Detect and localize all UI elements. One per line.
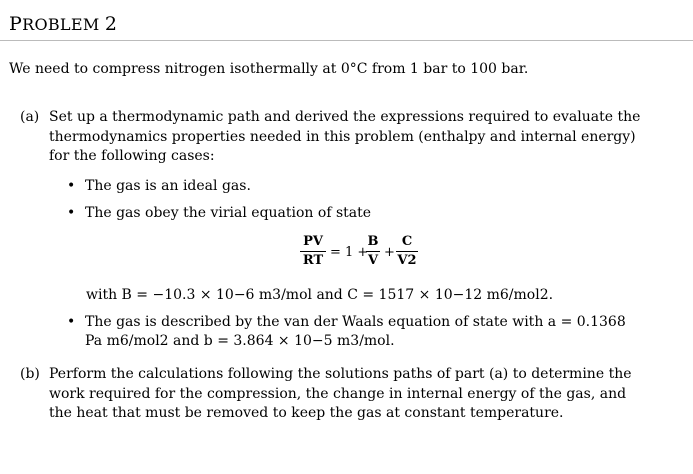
fraction-pv-rt: PV RT xyxy=(300,234,326,269)
title-divider xyxy=(0,40,693,41)
bullet-van-der-waals: • The gas is described by the van der Waals equation of state with a = 0.1368 Pa m6/mol2 and b = 3.864 × 10−5 m3/mol. xyxy=(67,314,626,349)
equals-one: = 1 + xyxy=(330,245,369,260)
virial-coefficients: with B = −10.3 × 10−6 m3/mol and C = 1517 × 10−12 m6/mol2. xyxy=(86,287,554,303)
part-a xyxy=(20,108,650,167)
part-b xyxy=(20,365,650,424)
part-a-label: (a) xyxy=(20,109,40,125)
fraction-b-v: B V xyxy=(367,234,379,268)
bullet-ideal-gas: • The gas is an ideal gas. xyxy=(67,178,251,194)
bullet-icon: • xyxy=(67,205,76,221)
bullet-virial: • The gas obey the virial equation of state xyxy=(67,205,372,221)
bullet-icon: • xyxy=(67,178,76,194)
part-a-text: Set up a thermodynamic path and derived the expressions required to evaluate the thermodynamics properties needed in this problem (enthalpy and internal energy) for the following cases: xyxy=(49,109,641,164)
plus-sign: + xyxy=(384,245,395,260)
part-b-label: (b) xyxy=(20,366,40,382)
virial-equation xyxy=(0,232,693,277)
problem-title: PROBLEM 2 xyxy=(9,13,118,35)
bullet-icon: • xyxy=(67,314,76,330)
part-b-text: Perform the calculations following the solutions paths of part (a) to determine the work required for the compression, the change in internal energy of the gas, and the heat that must be removed to keep the gas at constant temperature. xyxy=(49,366,632,421)
intro-text: We need to compress nitrogen isothermally at 0°C from 1 bar to 100 bar. xyxy=(9,61,529,77)
fraction-c-v2: C V2 xyxy=(397,234,417,268)
